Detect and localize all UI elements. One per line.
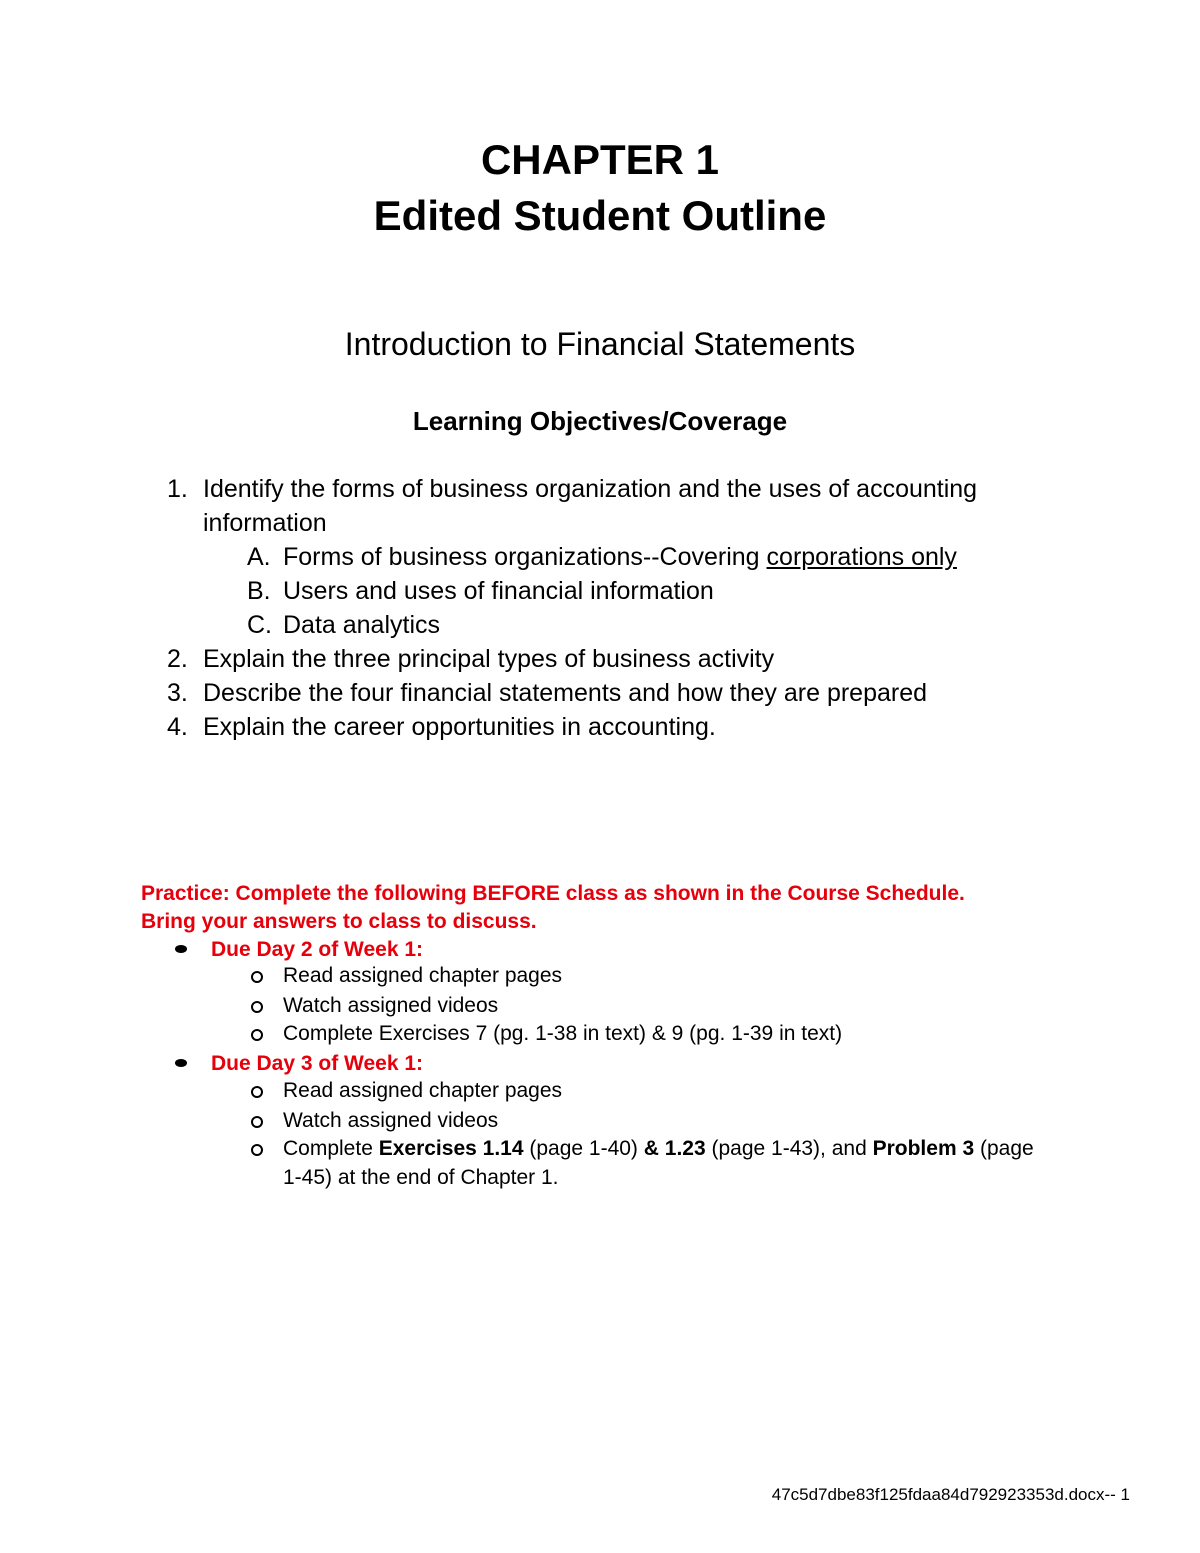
document-subtitle: Edited Student Outline [373,192,827,239]
task-item: Watch assigned videos [283,994,499,1017]
circle-bullet-icon [251,1029,263,1041]
objective-text: Explain the three principal types of business activity [203,645,775,673]
due-label: Due Day 2 of Week 1: [211,938,424,961]
task-item-continued: 1-45) at the end of Chapter 1. [283,1166,559,1189]
task-text: (page [974,1137,1034,1160]
section-title: Introduction to Financial Statements [344,326,856,362]
circle-bullet-icon [251,1001,263,1013]
bullet-icon [175,1059,187,1067]
underlined-emphasis: corporations only [766,543,957,571]
objective-text: Describe the four financial statements and how they are prepared [203,679,928,707]
task-text: (page 1-43), and [705,1137,873,1160]
objective-number: 2. [167,645,188,673]
sub-item-letter: A. [247,543,271,571]
objective-number: 3. [167,679,188,707]
objectives-heading: Learning Objectives/Coverage [412,406,788,436]
sub-item-c: Data analytics [283,611,441,639]
circle-bullet-icon [251,971,263,983]
task-text: Complete [283,1137,379,1160]
chapter-title: CHAPTER 1 [480,136,720,183]
sub-item-a [283,540,957,574]
task-item-exercises [283,1135,1034,1163]
task-item: Read assigned chapter pages [283,964,563,987]
circle-bullet-icon [251,1086,263,1098]
sub-item-b: Users and uses of financial information [283,577,714,605]
objective-text: Identify the forms of business organization and the uses of accounting [203,475,978,503]
objective-text: Explain the career opportunities in accounting. [203,713,716,741]
bullet-icon [175,945,187,953]
task-item: Complete Exercises 7 (pg. 1-38 in text) & 9 (pg. 1-39 in text) [283,1022,843,1045]
sub-item-letter: C. [247,611,272,639]
due-label: Due Day 3 of Week 1: [211,1052,424,1075]
practice-instruction: Practice: Complete the following BEFORE class as shown in the Course Schedule. [141,882,965,905]
task-item: Read assigned chapter pages [283,1079,563,1102]
objective-text-continued: information [203,509,327,537]
page-footer: 47c5d7dbe83f125fdaa84d792923353d.docx-- 1 [771,1485,1130,1504]
task-text: (page 1-40) [523,1137,644,1160]
objective-number: 1. [167,475,188,503]
objective-number: 4. [167,713,188,741]
circle-bullet-icon [251,1116,263,1128]
task-item: Watch assigned videos [283,1109,499,1132]
task-bold: & 1.23 [643,1137,706,1160]
circle-bullet-icon [251,1144,263,1156]
practice-instruction-continued: Bring your answers to class to discuss. [141,910,537,933]
sub-item-letter: B. [247,577,271,605]
sub-item-text: Forms of business organizations--Covering [283,543,767,571]
task-bold: Problem 3 [872,1137,975,1160]
task-bold: Exercises 1.14 [378,1137,524,1160]
